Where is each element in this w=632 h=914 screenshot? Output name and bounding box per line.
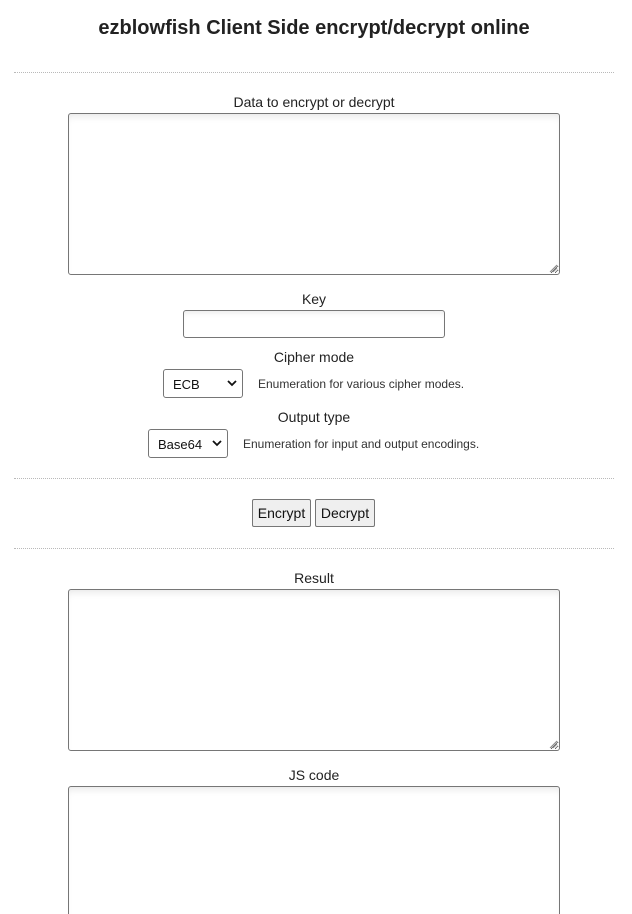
result-label: Result xyxy=(294,570,334,586)
js-code-label: JS code xyxy=(288,767,340,783)
divider xyxy=(14,478,614,479)
decrypt-button[interactable]: Decrypt xyxy=(315,499,375,527)
data-label: Data to encrypt or decrypt xyxy=(233,94,395,110)
key-input[interactable] xyxy=(183,310,445,338)
page-title: ezblowfish Client Side encrypt/decrypt online xyxy=(98,17,530,39)
chevron-down-icon xyxy=(212,439,222,447)
output-type-label: Output type xyxy=(277,409,351,425)
divider xyxy=(14,548,614,549)
cipher-mode-select[interactable] xyxy=(163,369,243,398)
cipher-mode-value: ECB xyxy=(173,377,200,392)
result-textarea[interactable] xyxy=(68,589,560,751)
cipher-mode-hint: Enumeration for various cipher modes. xyxy=(258,377,465,391)
chevron-down-icon xyxy=(227,379,237,387)
data-textarea[interactable] xyxy=(68,113,560,275)
key-label: Key xyxy=(301,291,327,307)
js-code-textarea[interactable] xyxy=(68,786,560,914)
output-type-value: Base64 xyxy=(158,437,203,452)
output-type-select[interactable] xyxy=(148,429,228,458)
encrypt-button[interactable]: Encrypt xyxy=(252,499,311,527)
divider xyxy=(14,72,614,73)
output-type-hint: Enumeration for input and output encodings. xyxy=(243,437,480,451)
cipher-mode-label: Cipher mode xyxy=(273,349,355,365)
